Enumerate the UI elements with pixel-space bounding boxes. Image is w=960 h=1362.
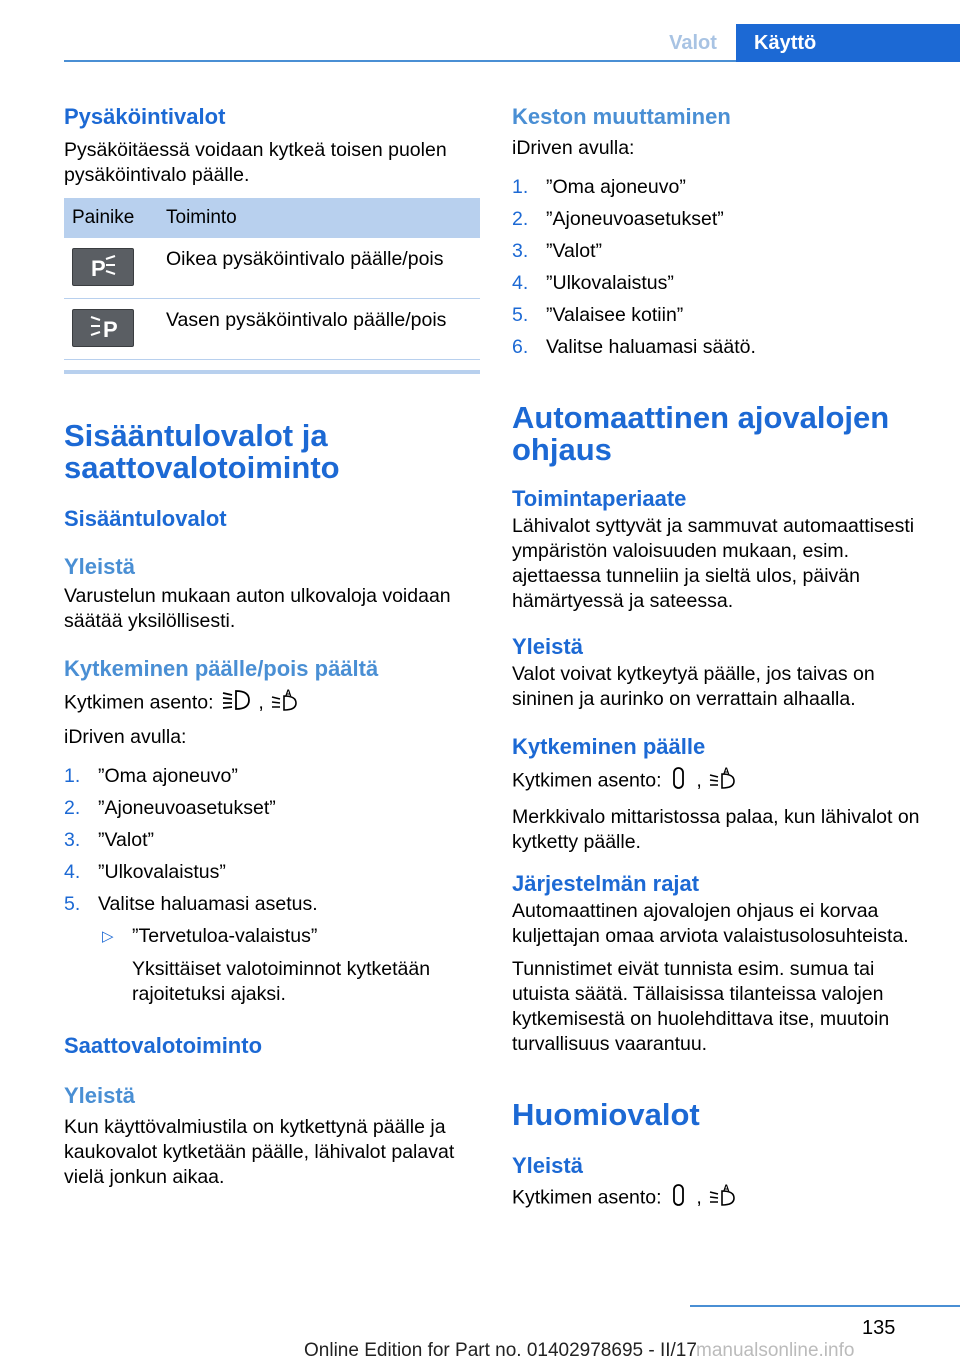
sub-list-text: Yksittäiset valotoiminnot kytketään rajoitetuksi ajaksi. xyxy=(132,958,431,1005)
table-end-rule xyxy=(64,370,480,374)
header-section-tab[interactable]: Valot xyxy=(669,32,717,54)
edition-text: Online Edition for Part no. 01402978695 - II/17 xyxy=(304,1340,697,1361)
switch-position-line-right xyxy=(512,766,932,797)
auto-headlight-icon xyxy=(707,1183,741,1214)
separator-comma: , xyxy=(258,691,264,714)
header-chapter-tab[interactable]: Käyttö xyxy=(736,24,960,62)
list-item: 5. ”Valaisee kotiin” xyxy=(512,304,684,326)
parking-light-right-icon xyxy=(72,248,134,286)
table-row xyxy=(64,238,480,299)
right-column xyxy=(512,100,932,1214)
attention-lights-heading: Huomiovalot xyxy=(512,1097,700,1132)
general-text-right: Valot voivat kytkeytyä päälle, jos taivas on sininen ja aurinko on verrattain alhaalla. xyxy=(512,663,875,710)
indicator-text: Merkkivalo mittaristossa palaa, kun lähivalot on kytketty päälle. xyxy=(512,806,920,853)
general-heading: Yleistä xyxy=(64,554,135,579)
principle-heading: Toimintaperiaate xyxy=(512,486,687,511)
list-item: 4. ”Ulkovalaistus” xyxy=(64,861,226,883)
list-item: 1. ”Oma ajoneuvo” xyxy=(64,765,238,787)
left-column xyxy=(64,100,480,1190)
list-item: 3. ”Valot” xyxy=(512,240,602,262)
watermark-text: manualsonline.info xyxy=(696,1340,855,1361)
page-number: 135 xyxy=(862,1317,896,1339)
svg-text:P: P xyxy=(103,317,118,342)
parking-lights-heading: Pysäköintivalot xyxy=(64,104,226,129)
idrive-label: iDriven avulla: xyxy=(64,726,187,748)
general-heading-3: Yleistä xyxy=(512,1153,583,1178)
entry-follow-heading: Sisääntulovalot ja saattovalotoiminto xyxy=(64,418,340,485)
list-item: 6. Valitse haluamasi säätö. xyxy=(512,336,756,358)
switch-position-label: Kytkimen asento: xyxy=(512,1186,662,1209)
general-text: Varustelun mukaan auton ulkovaloja voidaan säätää yksilöllisesti. xyxy=(64,585,451,632)
general-text-2: Kun käyttövalmiustila on kytkettynä päälle ja kaukovalot kytketään päälle, lähivalot palavat vielä jonkun aikaa. xyxy=(64,1116,455,1188)
switch-on-heading: Kytkeminen päälle xyxy=(512,734,706,759)
parking-lights-text: Pysäköitäessä voidaan kytkeä toisen puolen pysäköintivalo päälle. xyxy=(64,139,447,186)
triangle-bullet-icon: ▷ xyxy=(102,928,114,945)
switch-position-line xyxy=(64,688,480,719)
svg-text:P: P xyxy=(91,256,106,281)
auto-headlight-icon xyxy=(269,688,303,719)
auto-headlight-icon xyxy=(707,766,741,797)
switch-off-position-icon xyxy=(667,766,691,797)
list-item: 3. ”Valot” xyxy=(64,829,154,851)
switch-heading: Kytkeminen päälle/pois päältä xyxy=(64,656,379,681)
general-heading-2: Yleistä xyxy=(64,1083,135,1108)
svg-text:A: A xyxy=(723,766,730,776)
parking-light-left-icon xyxy=(72,309,134,347)
switch-position-line-3 xyxy=(512,1183,932,1214)
principle-text: Lähivalot syttyvät ja sammuvat automaattisesti ympäristön valoisuuden mukaan, esim. ajettaessa tunneliin ja sieltä ulos, päivän hämärtyessä ja sateessa. xyxy=(512,515,915,612)
limits-text-2: Tunnistimet eivät tunnista esim. sumua tai utuista säätä. Tällaisissa tilanteissa valojen kytkemisestä on huolehdittava itse, muutoin turvallisuus vaarantuu. xyxy=(512,958,890,1055)
list-item: 5. Valitse haluamasi asetus. xyxy=(64,893,318,915)
limits-heading: Järjestelmän rajat xyxy=(512,871,700,896)
parking-lights-table xyxy=(64,198,480,360)
table-header-button: Painike xyxy=(64,198,158,238)
svg-text:A: A xyxy=(723,1183,730,1193)
limits-text-1: Automaattinen ajovalojen ohjaus ei korvaa kuljettajan omaa arviota valaistusolosuhteista. xyxy=(512,900,909,947)
table-cell-text: Vasen pysäköintivalo päälle/pois xyxy=(158,299,480,360)
follow-me-heading: Saattovalotoiminto xyxy=(64,1033,263,1058)
general-heading-right: Yleistä xyxy=(512,634,583,659)
sub-list-item: ▷ ”Tervetuloa-valaistus” xyxy=(102,925,318,947)
idrive-label-right: iDriven avulla: xyxy=(512,137,635,159)
table-cell-text: Oikea pysäköintivalo päälle/pois xyxy=(158,238,480,299)
list-item: 4. ”Ulkovalaistus” xyxy=(512,272,674,294)
left-steps-list xyxy=(64,764,480,917)
switch-off-position-icon xyxy=(667,1183,691,1214)
table-row xyxy=(64,299,480,360)
separator-comma: , xyxy=(696,769,702,792)
svg-text:A: A xyxy=(285,688,292,698)
list-item: 2. ”Ajoneuvoasetukset” xyxy=(64,797,276,819)
table-header-function: Toiminto xyxy=(158,198,480,238)
auto-headlight-heading: Automaattinen ajovalojen ohjaus xyxy=(512,400,890,467)
list-item: 2. ”Ajoneuvoasetukset” xyxy=(512,208,724,230)
list-item: 1. ”Oma ajoneuvo” xyxy=(512,176,686,198)
right-steps-list xyxy=(512,175,932,360)
separator-comma: , xyxy=(696,1186,702,1209)
switch-position-label: Kytkimen asento: xyxy=(64,691,214,714)
low-beam-icon xyxy=(219,688,253,719)
entry-lights-heading: Sisääntulovalot xyxy=(64,506,227,531)
footer-rule xyxy=(690,1305,960,1307)
duration-heading: Keston muuttaminen xyxy=(512,104,731,129)
switch-position-label: Kytkimen asento: xyxy=(512,769,662,792)
